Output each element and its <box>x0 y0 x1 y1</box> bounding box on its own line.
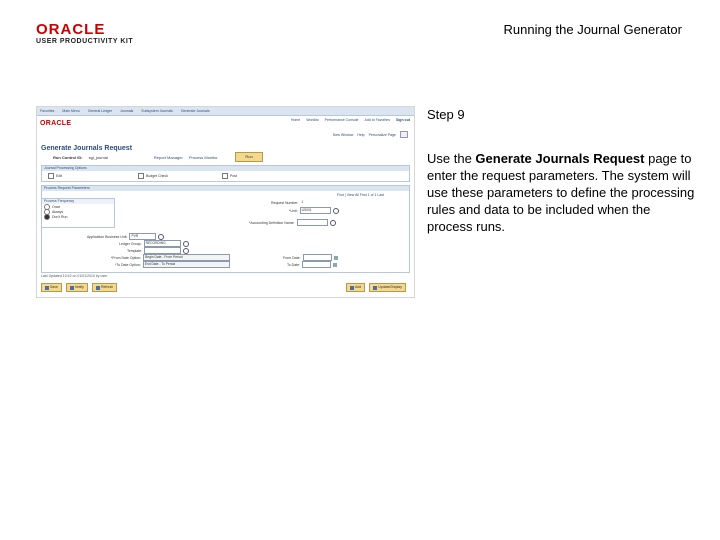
notify-label: Notify <box>74 285 84 289</box>
to-date-option-row <box>115 261 230 268</box>
to-date-input[interactable] <box>302 261 331 268</box>
link-new-window[interactable]: New Window <box>332 132 354 137</box>
journal-processing-options <box>41 165 410 182</box>
slide-title: Running the Journal Generator <box>503 22 682 37</box>
link-performance-console[interactable]: Performance Console <box>324 118 359 122</box>
from-date-row <box>283 254 338 261</box>
oracle-upk-logo <box>36 22 133 45</box>
refresh-button[interactable] <box>92 283 117 292</box>
to-date-option-select[interactable]: End Date - To Period <box>143 261 230 268</box>
ledger-group-row <box>119 240 189 247</box>
breadcrumb-item[interactable]: General Ledger <box>87 109 113 113</box>
process-monitor-link[interactable]: Process Monitor <box>188 155 218 160</box>
to-date-row <box>287 261 337 268</box>
ledger-group-input[interactable]: RECORDING <box>144 240 181 247</box>
frequency-label: Don't Run <box>52 214 68 219</box>
field-label: Ledger Group: <box>119 241 142 246</box>
field-label: Application Business Unit: <box>87 234 128 239</box>
update-display-icon <box>373 286 377 290</box>
option-label: Post <box>230 174 238 178</box>
breadcrumb <box>37 107 414 116</box>
lookup-icon[interactable] <box>158 234 164 240</box>
run-control-label: Run Control ID: <box>53 155 83 160</box>
radio-button[interactable] <box>44 214 50 220</box>
save-icon <box>45 286 49 290</box>
option-budget-check[interactable] <box>138 173 168 179</box>
instructions-text-before: Use the <box>427 151 476 166</box>
run-button[interactable]: Run <box>235 152 263 162</box>
frequency-label: Always <box>52 209 64 214</box>
from-date-option-row <box>111 254 230 261</box>
notify-icon <box>70 286 74 290</box>
refresh-label: Refresh <box>100 285 114 289</box>
step-instructions <box>427 150 695 235</box>
report-manager-link[interactable]: Report Manager <box>153 155 183 160</box>
top-links <box>291 118 410 122</box>
accounting-definition-row <box>249 219 336 226</box>
field-label: *Accounting Definition Name: <box>249 220 295 225</box>
bottom-toolbar-left <box>41 283 117 292</box>
template-input[interactable] <box>144 247 181 254</box>
logo-oracle-text: ORACLE <box>36 21 106 38</box>
link-home[interactable]: Home <box>290 118 301 122</box>
application-bu-row <box>87 233 164 240</box>
step-label: Step 9 <box>427 107 465 122</box>
field-label: *To Date Option: <box>115 262 141 267</box>
page-icon[interactable] <box>400 131 408 138</box>
save-label: Save <box>50 285 58 289</box>
request-number-row <box>271 200 309 205</box>
request-navigation[interactable]: Find | View All First 1 of 1 Last <box>337 193 384 197</box>
breadcrumb-item[interactable]: Favorites <box>40 109 55 113</box>
option-post[interactable] <box>222 173 237 179</box>
field-label: Request Number: <box>271 200 299 205</box>
group-header: Process Request Parameters <box>42 186 409 191</box>
option-label: Edit <box>56 174 63 178</box>
add-icon <box>350 286 354 290</box>
checkbox[interactable] <box>48 173 54 179</box>
peoplesoft-screenshot <box>36 106 415 298</box>
update-display-label: Update/Display <box>378 285 402 289</box>
unit-row <box>289 207 339 214</box>
template-row <box>127 247 189 254</box>
accounting-definition-input[interactable] <box>297 219 328 226</box>
frequency-header: Process Frequency <box>42 199 114 204</box>
breadcrumb-item[interactable]: Generate Journals <box>180 109 210 113</box>
checkbox[interactable] <box>222 173 228 179</box>
lookup-icon[interactable] <box>333 208 339 214</box>
lookup-icon[interactable] <box>183 241 189 247</box>
unit-input[interactable]: US001 <box>300 207 331 214</box>
lookup-icon[interactable] <box>330 220 336 226</box>
lookup-icon[interactable] <box>183 248 189 254</box>
calendar-icon[interactable] <box>334 256 338 260</box>
bottom-toolbar-right <box>346 283 406 292</box>
option-label: Budget Check <box>146 174 168 178</box>
field-label: Template: <box>127 248 143 253</box>
field-label: *From Date Option: <box>111 255 142 260</box>
field-label: *Unit: <box>289 208 298 213</box>
ps-brand-bar <box>37 116 414 130</box>
link-add-favorites[interactable]: Add to Favorites <box>364 118 390 122</box>
instructions-page-name: Generate Journals Request <box>475 151 645 166</box>
add-button[interactable] <box>346 283 365 292</box>
request-number-value: 1 <box>300 200 309 205</box>
last-updated-text: Last Updated 10:42 on 01/01/2010 by user <box>41 274 108 278</box>
breadcrumb-item[interactable]: Journals <box>120 109 134 113</box>
ps-oracle-logo: ORACLE <box>40 119 72 127</box>
checkbox[interactable] <box>138 173 144 179</box>
field-label: From Date: <box>283 255 301 260</box>
slide-header <box>0 0 720 60</box>
run-control-value: sgl_journal <box>88 155 108 160</box>
link-worklist[interactable]: Worklist <box>306 118 319 122</box>
link-personalize-page[interactable]: Personalize Page <box>368 132 396 137</box>
link-sign-out[interactable]: Sign out <box>396 118 410 122</box>
add-label: Add <box>355 285 362 289</box>
page-title: Generate Journals Request <box>41 145 133 152</box>
frequency-label: Once <box>52 204 61 209</box>
page-links <box>333 131 408 138</box>
run-control-row <box>53 155 218 160</box>
option-edit[interactable] <box>48 173 62 179</box>
process-frequency-box <box>41 198 115 228</box>
breadcrumb-item[interactable]: Main Menu <box>62 109 80 113</box>
from-date-input[interactable] <box>303 254 332 261</box>
refresh-icon <box>96 286 100 290</box>
link-help[interactable]: Help <box>357 132 365 137</box>
calendar-icon[interactable] <box>333 263 337 267</box>
breadcrumb-item[interactable]: Subsystem Journals <box>141 109 173 113</box>
application-bu-input[interactable]: PVR <box>129 233 156 240</box>
from-date-option-select[interactable]: Begin Date - From Period <box>143 254 230 261</box>
instructions-text-after: page to enter the request parameters. The system will use these parameters to define the processing rules and data to be included when the process runs. <box>427 151 695 234</box>
group-header: Journal Processing Options <box>42 166 409 171</box>
notify-button[interactable] <box>66 283 88 292</box>
save-button[interactable] <box>41 283 62 292</box>
frequency-dont-run[interactable] <box>42 214 114 219</box>
field-label: To Date: <box>287 262 301 267</box>
update-display-button[interactable] <box>369 283 406 292</box>
logo-upk-text: USER PRODUCTIVITY KIT <box>36 38 134 45</box>
